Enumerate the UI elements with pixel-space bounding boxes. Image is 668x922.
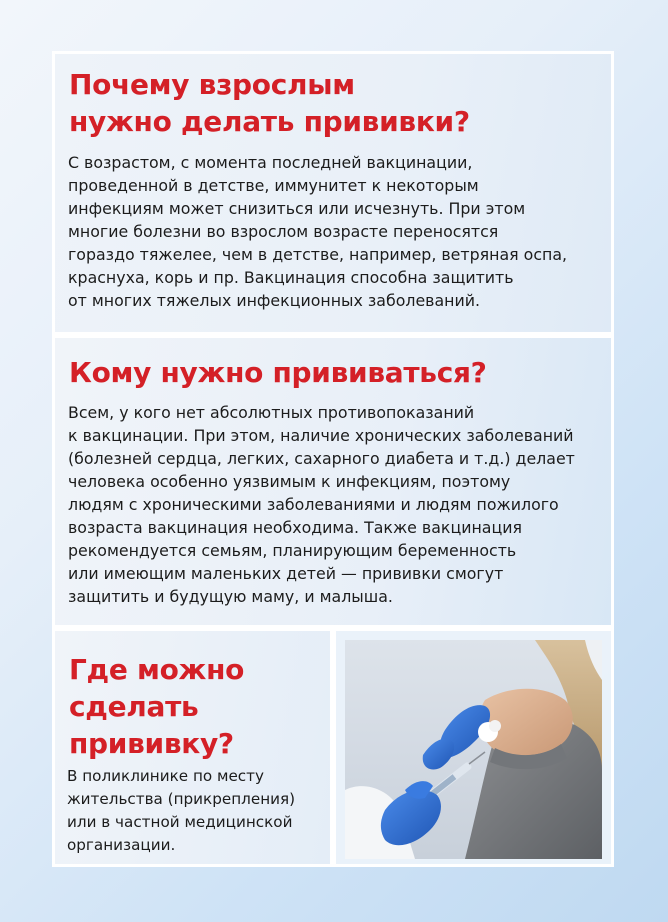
- section-body: [68, 401, 575, 608]
- body-line: (болезней сердца, легких, сахарного диабета и т.д.) делает: [68, 449, 575, 468]
- heading-line: Где можно: [69, 653, 245, 686]
- body-line: Всем, у кого нет абсолютных противопоказаний: [68, 403, 475, 422]
- vaccination-illustration: [345, 640, 602, 859]
- body-line: организации.: [67, 836, 176, 854]
- body-line: С возрастом, с момента последней вакцинации,: [68, 153, 473, 172]
- section-heading: [69, 651, 244, 762]
- section-body: [67, 765, 295, 857]
- body-line: или имеющим маленьких детей — прививки смогут: [68, 564, 504, 583]
- vaccination-photo: [345, 640, 602, 859]
- photo-panel: [333, 628, 614, 867]
- heading-line: нужно делать прививки?: [69, 105, 470, 138]
- body-line: к вакцинации. При этом, наличие хронических заболеваний: [68, 426, 574, 445]
- heading-line: сделать: [69, 690, 199, 723]
- heading-line: Кому нужно прививаться?: [69, 356, 487, 389]
- body-line: проведенной в детстве, иммунитет к некоторым: [68, 176, 479, 195]
- section-who-needs: [52, 335, 614, 628]
- body-line: людям с хроническими заболеваниями и людям пожилого: [68, 495, 559, 514]
- body-line: возраста вакцинация необходима. Также вакцинация: [68, 518, 522, 537]
- body-line: краснуха, корь и пр. Вакцинация способна защитить: [68, 268, 514, 287]
- body-line: инфекциям может снизиться или исчезнуть. При этом: [68, 199, 526, 218]
- section-heading: [69, 354, 487, 391]
- body-line: защитить и будущую маму, и малыша.: [68, 587, 393, 606]
- heading-line: Почему взрослым: [69, 68, 355, 101]
- heading-line: прививку?: [69, 727, 234, 760]
- body-line: гораздо тяжелее, чем в детстве, например, ветряная оспа,: [68, 245, 568, 264]
- section-body: [68, 151, 567, 312]
- body-line: В поликлинике по месту: [67, 767, 264, 785]
- body-line: многие болезни во взрослом возрасте переносятся: [68, 222, 499, 241]
- body-line: человека особенно уязвимым к инфекциям, поэтому: [68, 472, 511, 491]
- body-line: жительства (прикрепления): [67, 790, 296, 808]
- section-heading: [69, 66, 470, 140]
- body-line: рекомендуется семьям, планирующим беременность: [68, 541, 517, 560]
- section-why-adults: [52, 51, 614, 335]
- section-where: [52, 628, 333, 867]
- body-line: или в частной медицинской: [67, 813, 293, 831]
- body-line: от многих тяжелых инфекционных заболеваний.: [68, 291, 481, 310]
